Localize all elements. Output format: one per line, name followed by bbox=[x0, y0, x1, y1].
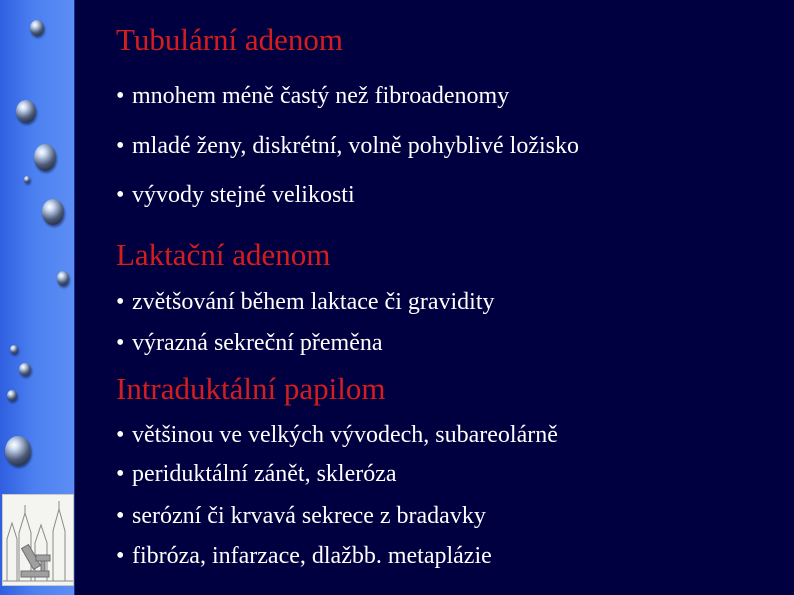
logo bbox=[2, 494, 74, 586]
bullet-icon: • bbox=[116, 461, 125, 487]
water-drop-icon bbox=[42, 199, 64, 225]
bullet-item bbox=[116, 84, 509, 108]
bullet-text: periduktální zánět, skleróza bbox=[132, 461, 397, 487]
bullet-item bbox=[116, 290, 495, 314]
water-drop-icon bbox=[7, 390, 17, 401]
bullet-item bbox=[116, 423, 558, 447]
prague-skyline-microscope-logo-icon bbox=[3, 495, 73, 585]
bullet-text: výrazná sekreční přeměna bbox=[132, 330, 383, 356]
section-title-tubular-adenoma: Tubulární adenom bbox=[116, 22, 344, 57]
water-drop-icon bbox=[57, 271, 69, 286]
bullet-text: většinou ve velkých vývodech, subareolárně bbox=[132, 422, 558, 448]
water-drop-icon bbox=[19, 363, 31, 376]
bullet-icon: • bbox=[116, 133, 125, 159]
section-title-lactating-adenoma: Laktační adenom bbox=[116, 237, 331, 272]
bullet-icon: • bbox=[116, 289, 125, 315]
bullet-text: serózní či krvavá sekrece z bradavky bbox=[132, 503, 486, 529]
bullet-item bbox=[116, 544, 492, 568]
bullet-item bbox=[116, 504, 486, 528]
bullet-icon: • bbox=[116, 330, 125, 356]
bullet-icon: • bbox=[116, 83, 125, 109]
water-drop-icon bbox=[10, 345, 18, 354]
bullet-icon: • bbox=[116, 422, 125, 448]
water-drop-icon bbox=[30, 20, 44, 36]
bullet-item bbox=[116, 462, 397, 486]
bullet-text: mladé ženy, diskrétní, volně pohyblivé ložisko bbox=[132, 133, 580, 159]
bullet-text: vývody stejné velikosti bbox=[132, 182, 355, 208]
water-drop-icon bbox=[34, 144, 56, 171]
bullet-item bbox=[116, 183, 355, 207]
bullet-item bbox=[116, 134, 579, 158]
bullet-text: fibróza, infarzace, dlažbb. metaplázie bbox=[132, 543, 492, 569]
water-drop-icon bbox=[16, 100, 36, 123]
decorative-sidebar bbox=[0, 0, 75, 595]
bullet-text: zvětšování během laktace či gravidity bbox=[132, 289, 495, 315]
section-title-intraductal-papilloma: Intraduktální papilom bbox=[116, 371, 386, 406]
bullet-icon: • bbox=[116, 543, 125, 569]
water-drop-icon bbox=[5, 436, 31, 466]
bullet-text: mnohem méně častý než fibroadenomy bbox=[132, 83, 510, 109]
bullet-item bbox=[116, 331, 383, 355]
water-drop-icon bbox=[24, 176, 30, 183]
bullet-icon: • bbox=[116, 182, 125, 208]
bullet-icon: • bbox=[116, 503, 125, 529]
